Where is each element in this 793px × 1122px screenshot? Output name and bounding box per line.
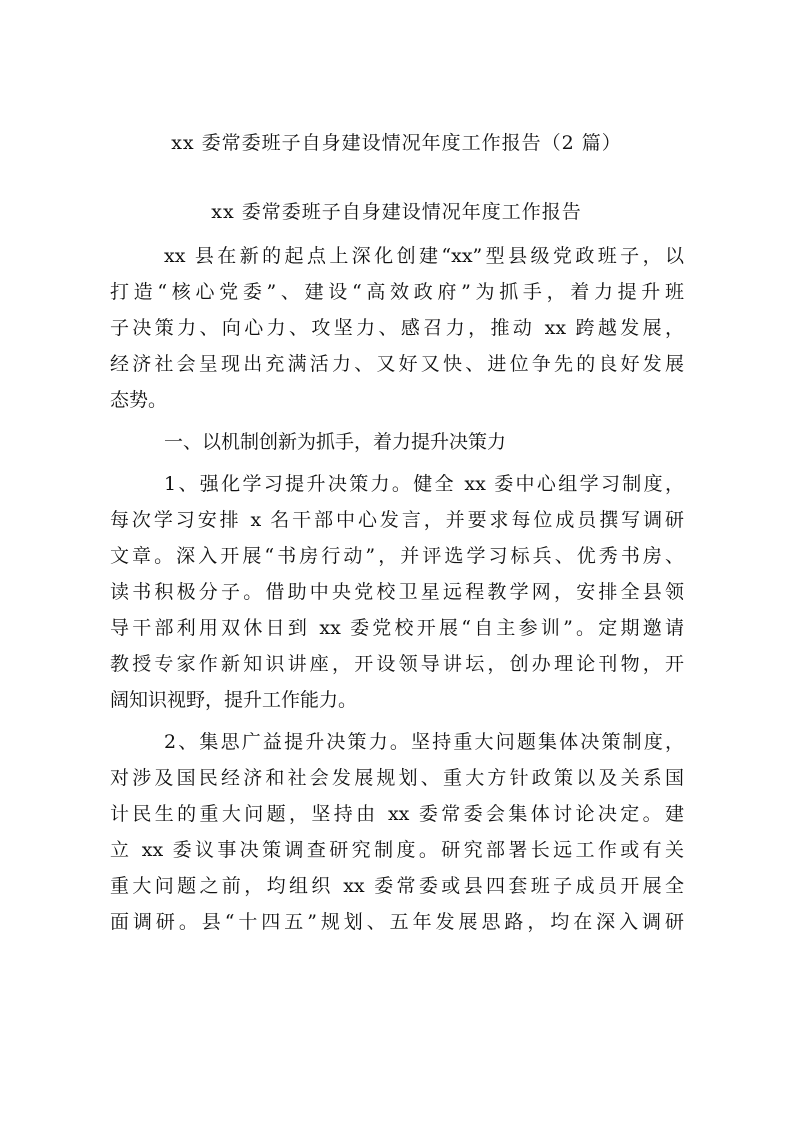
- paragraph-item-2: [110, 724, 684, 940]
- text-line: 教授专家作新知识讲座，开设领导讲坛，创办理论刊物，开: [110, 653, 684, 675]
- text-line: 面调研。县“十四五”规划、五年发展思路，均在深入调研: [110, 911, 684, 933]
- text-line: 一、以机制创新为抓手，着力提升决策力: [164, 431, 507, 453]
- text-line: 态势。: [110, 389, 168, 411]
- section-heading: [110, 424, 684, 460]
- text-line: 阔知识视野，提升工作能力。: [110, 689, 358, 711]
- text-line: 经济社会呈现出充满活力、又好又快、进位争先的良好发展: [110, 353, 684, 375]
- text-line: 计民生的重大问题，坚持由 xx 委常委会集体讨论决定。建: [110, 803, 684, 825]
- text-line: 子决策力、向心力、攻坚力、感召力，推动 xx 跨越发展，: [110, 317, 684, 339]
- text-line: 导干部利用双休日到 xx 委党校开展“自主参训”。定期邀请: [110, 617, 684, 639]
- text-line: 读书积极分子。借助中央党校卫星远程教学网，安排全县领: [110, 581, 684, 603]
- text-line: 对涉及国民经济和社会发展规划、重大方针政策以及关系国: [110, 767, 684, 789]
- text-line: 打造“核心党委”、建设“高效政府”为抓手，着力提升班: [110, 281, 684, 303]
- report-title: xx 委常委班子自身建设情况年度工作报告: [211, 201, 582, 223]
- text-line: 立 xx 委议事决策调查研究制度。研究部署长远工作或有关: [110, 839, 684, 861]
- text-line: 1、强化学习提升决策力。健全 xx 委中心组学习制度，: [164, 473, 684, 495]
- text-line: 文章。深入开展“书房行动”，并评选学习标兵、优秀书房、: [110, 545, 684, 567]
- text-line: 2、集思广益提升决策力。坚持重大问题集体决策制度，: [164, 731, 684, 753]
- text-line: 重大问题之前，均组织 xx 委常委或县四套班子成员开展全: [110, 875, 684, 897]
- text-line: xx 县在新的起点上深化创建“xx”型县级党政班子，以: [164, 245, 684, 267]
- paragraph-intro: [110, 238, 684, 418]
- text-line: 每次学习安排 x 名干部中心发言，并要求每位成员撰写调研: [110, 509, 684, 531]
- paragraph-item-1: [110, 466, 684, 718]
- document-title: xx 委常委班子自身建设情况年度工作报告（2 篇）: [171, 132, 622, 154]
- report-body: [110, 238, 684, 940]
